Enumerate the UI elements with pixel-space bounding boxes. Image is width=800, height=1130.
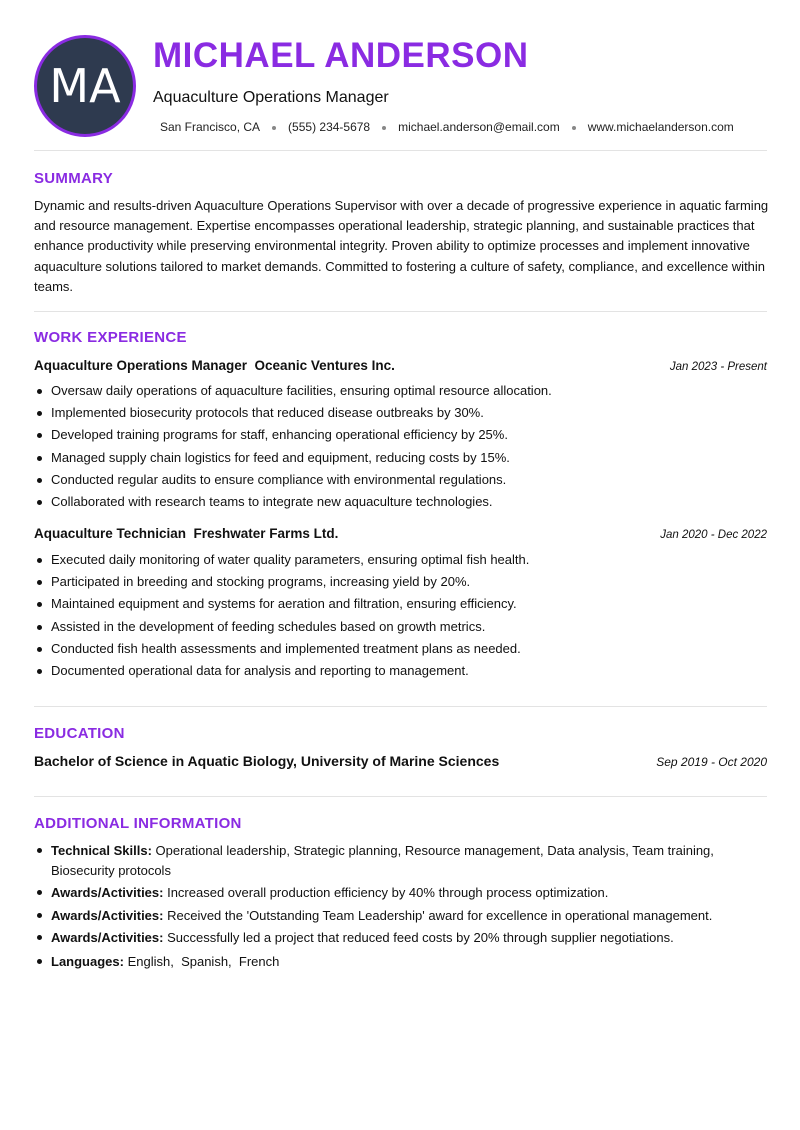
summary-text: Dynamic and results-driven Aquaculture Operations Supervisor with over a decade of progressive experience in aquatic farming and resource management. Expertise encompasses operational leadership, strategic planning, and sustainable practices that enhance productivity while preserving environmental integrity. Proven ability to optimize processes and implement innovative aquaculture solutions tailored to market demands. Committed to fostering a culture of safety, compliance, and excellence within teams. [34,198,769,294]
separator-dot-icon [382,126,386,130]
contact-location: San Francisco, CA [160,120,261,134]
item-label: Awards/Activities: [51,885,164,900]
list-item [34,928,754,948]
list-item [34,906,754,926]
separator-dot-icon [572,126,576,130]
list-item: Conducted fish health assessments and implemented treatment plans as needed. [34,638,767,660]
list-item: Conducted regular audits to ensure compliance with environmental regulations. [34,469,767,491]
list-item: Documented operational data for analysis and reporting to management. [34,660,767,682]
job-role: Aquaculture Operations Manager Oceanic Ventures Inc. [34,358,395,373]
separator-dot-icon [272,126,276,130]
list-item [34,952,754,972]
job-bullets [34,380,767,513]
item-label: Awards/Activities: [51,907,164,923]
contact-phone: (555) 234-5678 [288,120,371,134]
contact-row [160,120,734,134]
job-header [34,358,767,373]
education-entry [34,753,767,769]
list-item: Executed daily monitoring of water quality parameters, ensuring optimal fish health. [34,549,767,571]
item-label: Awards/Activities: [51,930,164,945]
job-header [34,526,767,541]
education-date: Sep 2019 - Oct 2020 [656,755,767,769]
experience-heading: WORK EXPERIENCE [34,329,187,346]
contact-email[interactable]: michael.anderson@email.com [398,120,560,134]
avatar-initials: MA [49,59,121,113]
avatar [34,35,136,137]
item-text: Successfully led a project that reduced feed costs by 20% through supplier negotiations. [167,930,674,945]
list-item: Developed training programs for staff, enhancing operational efficiency by 25%. [34,424,767,446]
list-item: Participated in breeding and stocking programs, increasing yield by 20%. [34,571,767,593]
item-text: English, Spanish, French [127,953,280,969]
candidate-name: MICHAEL ANDERSON [153,36,529,75]
list-item: Managed supply chain logistics for feed and equipment, reducing costs by 15%. [34,447,767,469]
list-item: Implemented biosecurity protocols that reduced disease outbreaks by 30%. [34,402,767,424]
item-text: Received the 'Outstanding Team Leadership' award for excellence in operational management. [167,907,713,923]
list-item: Collaborated with research teams to integrate new aquaculture technologies. [34,491,767,513]
divider [34,706,767,707]
summary-heading: SUMMARY [34,170,114,187]
job-bullets [34,549,767,682]
list-item [34,883,754,903]
job-date: Jan 2020 - Dec 2022 [660,529,767,541]
list-item: Maintained equipment and systems for aeration and filtration, ensuring efficiency. [34,593,767,615]
education-heading: EDUCATION [34,725,125,742]
item-label: Technical Skills: [51,843,152,858]
job-role: Aquaculture Technician Freshwater Farms Ltd. [34,526,339,541]
item-text: Increased overall production efficiency by 40% through process optimization. [167,885,609,900]
education-degree: Bachelor of Science in Aquatic Biology, University of Marine Sciences [34,753,500,769]
item-text: Operational leadership, Strategic planning, Resource management, Data analysis, Team training, Biosecurity protocols [51,843,714,878]
job-date: Jan 2023 - Present [669,361,767,373]
additional-list [34,841,754,974]
contact-website[interactable]: www.michaelanderson.com [587,120,734,134]
list-item [34,841,754,880]
list-item: Assisted in the development of feeding schedules based on growth metrics. [34,616,767,638]
item-label: Languages: [51,953,124,969]
divider [34,796,767,797]
candidate-title: Aquaculture Operations Manager [153,89,389,106]
divider [34,150,767,151]
divider [34,311,767,312]
list-item: Oversaw daily operations of aquaculture facilities, ensuring optimal resource allocation. [34,380,767,402]
additional-heading: ADDITIONAL INFORMATION [34,815,242,832]
